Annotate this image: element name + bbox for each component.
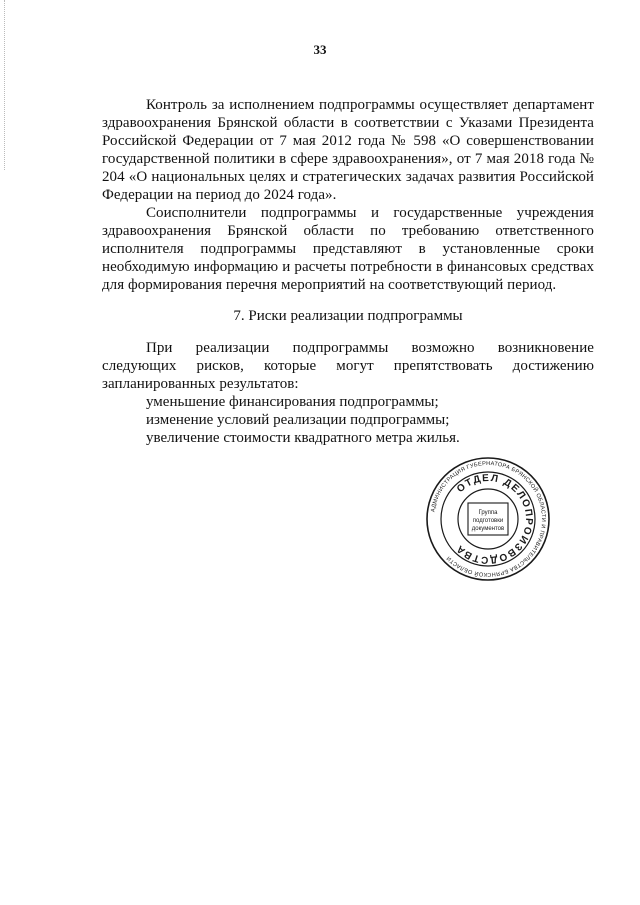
- risk-list-item: изменение условий реализации подпрограммы;: [146, 412, 450, 428]
- risk-list: [102, 393, 594, 447]
- stamp-center-line-2: подготовки: [472, 518, 504, 524]
- page-number: 33: [313, 42, 327, 57]
- stamp-center-line-1: Группа: [478, 510, 498, 516]
- stamp-outer-ring-text: АДМИНИСТРАЦИЯ ГУБЕРНАТОРА БРЯНСКОЙ ОБЛАСТИ И ПРАВИТЕЛЬСТВА БРЯНСКОЙ ОБЛАСТИ: [430, 460, 547, 578]
- paragraph-coexecutors: Соисполнители подпрограммы и государственные учреждения здравоохранения Брянской области по требованию ответственного исполнителя подпрограммы представляют в установленные сроки необходимую информацию и расчеты потребности в финансовых средствах для формирования перечня мероприятий на соответствующий период.: [102, 205, 594, 293]
- binding-margin: [4, 0, 11, 170]
- risk-list-item: увеличение стоимости квадратного метра жилья.: [146, 430, 460, 446]
- paragraph-control: Контроль за исполнением подпрограммы осуществляет департамент здравоохранения Брянской области в соответствии с Указами Президента Российской Федерации от 7 мая 2012 года № 598 «О совершенствовании государственной политики в сфере здравоохранения», от 7 мая 2018 года № 204 «О национальных целях и стратегических задачах развития Российской Федерации на период до 2024 года».: [102, 97, 594, 203]
- stamp-center-line-3: документов: [471, 526, 505, 532]
- section-heading: 7. Риски реализации подпрограммы: [233, 308, 463, 324]
- document-body: [102, 96, 594, 447]
- official-stamp: [424, 455, 552, 583]
- paragraph-risks-intro: При реализации подпрограммы возможно возникновение следующих рисков, которые могут препятствовать достижению запланированных результатов:: [102, 340, 594, 392]
- risk-list-item: уменьшение финансирования подпрограммы;: [146, 394, 439, 410]
- stamp-inner-ring-text: ОТДЕЛ ДЕЛОПРОИЗВОДСТВА: [453, 472, 535, 566]
